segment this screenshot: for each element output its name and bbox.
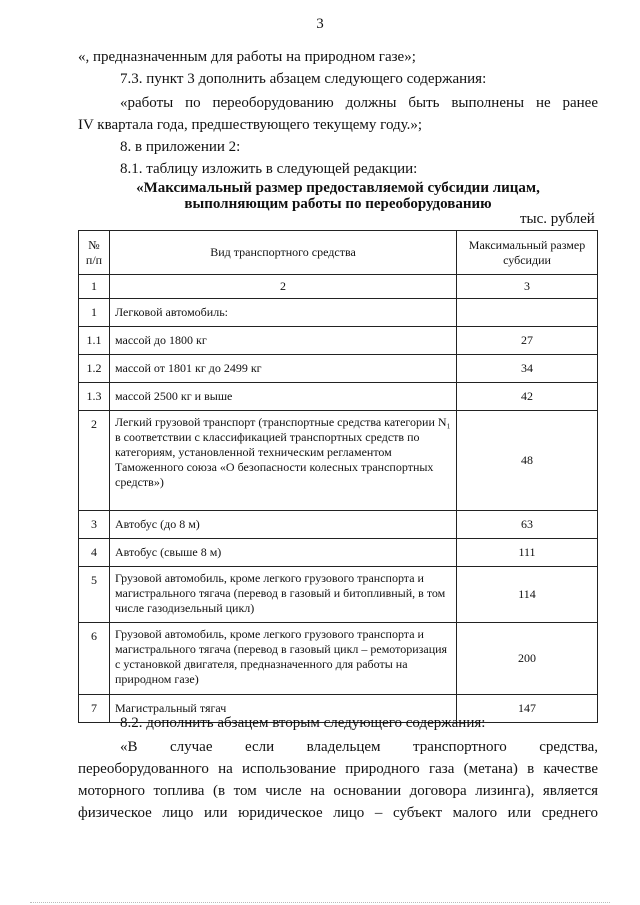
header-value: Максимальный размер субсидии — [457, 231, 598, 275]
after-item-8-2: 8.2. дополнить абзацем вторым следующего содержания: — [120, 715, 486, 731]
row-num: 3 — [79, 511, 110, 539]
row-num: 1 — [79, 299, 110, 327]
row-type: Легковой автомобиль: — [110, 299, 457, 327]
row-value: 111 — [457, 539, 598, 567]
row-type: Автобус (свыше 8 м) — [110, 539, 457, 567]
row-num: 1.2 — [79, 355, 110, 383]
intro-item-7-3: 7.3. пункт 3 дополнить абзацем следующего содержания: — [120, 71, 487, 87]
index-cell: 3 — [457, 275, 598, 299]
intro-quote-line-2: IV квартала года, предшествующего текущему году.»; — [78, 117, 423, 133]
intro-item-8: 8. в приложении 2: — [120, 139, 241, 155]
row-num: 5 — [79, 567, 110, 623]
row-num: 2 — [79, 411, 110, 511]
table-row — [79, 411, 598, 511]
row-type: Автобус (до 8 м) — [110, 511, 457, 539]
after-quote-line-2: переоборудованного на использование природного газа (метана) в качестве — [78, 761, 598, 777]
header-num: № п/п — [79, 231, 110, 275]
row-value: 27 — [457, 327, 598, 355]
after-quote-line-1: «В случае если владельцем транспортного средства, — [120, 739, 598, 755]
page-number: 3 — [316, 16, 324, 32]
row-type: Грузовой автомобиль, кроме легкого грузового транспорта и магистрального тягача (перевод в газовый и битопливный, в том числе газодизельный цикл) — [110, 567, 457, 623]
intro-line-1: «, предназначенным для работы на природном газе»; — [78, 49, 416, 65]
after-quote-line-3: моторного топлива (в том числе на основании договора лизинга), является — [78, 783, 598, 799]
row-type: Магистральный тягач — [110, 695, 457, 723]
table-title-line-1: «Максимальный размер предоставляемой субсидии лицам, — [136, 180, 540, 196]
row-value: 48 — [457, 411, 598, 511]
row-value: 63 — [457, 511, 598, 539]
row-value: 147 — [457, 695, 598, 723]
table-header-row — [79, 231, 598, 275]
table-row — [79, 299, 598, 327]
table-row — [79, 327, 598, 355]
row-type: массой 2500 кг и выше — [110, 383, 457, 411]
row-type: массой от 1801 кг до 2499 кг — [110, 355, 457, 383]
index-cell: 2 — [110, 275, 457, 299]
index-cell: 1 — [79, 275, 110, 299]
row-num: 4 — [79, 539, 110, 567]
units-label: тыс. рублей — [520, 211, 595, 227]
row-value: 200 — [457, 623, 598, 695]
row-type: Легкий грузовой транспорт (транспортные средства категории N₁ в соответствии с классификацией транспортных средств по категориям, установленной техническим регламентом Таможенного союза «О безопасности колесных транспортных средств») — [110, 411, 457, 511]
subsidy-table — [78, 230, 598, 723]
table-row — [79, 623, 598, 695]
table-row — [79, 383, 598, 411]
row-num: 7 — [79, 695, 110, 723]
table-row — [79, 539, 598, 567]
row-type: Грузовой автомобиль, кроме легкого грузового транспорта и магистрального тягача (перевод в газовый цикл – ремоторизация с установкой двигателя, предназначенного для работы на природном газе) — [110, 623, 457, 695]
table-row — [79, 567, 598, 623]
row-type: массой до 1800 кг — [110, 327, 457, 355]
row-num: 1.3 — [79, 383, 110, 411]
row-num: 6 — [79, 623, 110, 695]
row-num: 1.1 — [79, 327, 110, 355]
header-type: Вид транспортного средства — [110, 231, 457, 275]
table-title — [78, 180, 598, 212]
table-index-row — [79, 275, 598, 299]
intro-item-8-1: 8.1. таблицу изложить в следующей редакции: — [120, 161, 418, 177]
after-quote-line-4: физическое лицо или юридическое лицо – субъект малого или среднего — [78, 805, 598, 821]
row-value — [457, 299, 598, 327]
table-title-line-2: выполняющим работы по переоборудованию — [184, 196, 492, 212]
row-value: 114 — [457, 567, 598, 623]
row-value: 42 — [457, 383, 598, 411]
intro-quote-line-1: «работы по переоборудованию должны быть выполнены не ранее — [120, 95, 598, 111]
page-bottom-edge — [30, 902, 610, 903]
table-row — [79, 355, 598, 383]
table-row — [79, 511, 598, 539]
row-value: 34 — [457, 355, 598, 383]
